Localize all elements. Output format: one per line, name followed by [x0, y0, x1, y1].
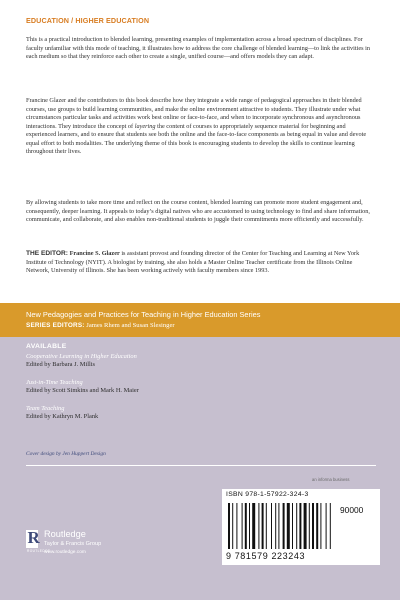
- editor-name: Francine S. Glazer: [69, 250, 120, 257]
- informa-tagline: an informa business: [312, 477, 350, 482]
- barcode-bar: [278, 503, 279, 549]
- barcode-bar: [326, 503, 327, 549]
- book-title: Team Teaching: [26, 405, 65, 412]
- editor-bio: [26, 250, 376, 276]
- series-title: New Pedagogies and Practices for Teaching in Higher Education Series: [26, 310, 261, 319]
- barcode-number: 9 781579 223243: [226, 551, 306, 561]
- publisher-name: Routledge: [44, 529, 86, 539]
- barcode-bar: [252, 503, 255, 549]
- barcode-bar: [316, 503, 318, 549]
- available-book: [26, 405, 98, 422]
- barcode-bar: [228, 503, 230, 549]
- available-heading: AVAILABLE: [26, 343, 67, 350]
- barcode-bar: [296, 503, 297, 549]
- series-banner: [0, 303, 400, 337]
- barcode-bar: [330, 503, 331, 549]
- barcode-bar: [245, 503, 247, 549]
- description-paragraph: This is a practical introduction to blended learning, presenting examples of implementation across a broad spectrum of disciplines. For faculty unfamiliar with this mode of teaching, it illustrates how to address the core challenge of blended learning—to link the activities in each medium so that they reinforce each other to create a single, unified course—and offers models they can adapt.: [26, 36, 371, 60]
- barcode-bar: [275, 503, 276, 549]
- series-editors-label: SERIES EDITORS:: [26, 322, 85, 329]
- barcode-bar: [283, 503, 285, 549]
- barcode-bar: [320, 503, 321, 549]
- series-editors-names: James Rhem and Susan Slesinger: [84, 322, 175, 329]
- barcode-bar: [292, 503, 293, 549]
- barcode-bar: [309, 503, 310, 549]
- description-paragraph: By allowing students to take more time and reflect on the course content, blended learning can promote more student engagement and, consequently, deeper learning. It appeals to today’s digital natives who are accustomed to using technology to find and share information, communicate, and collaborate, and also enables non-traditional students to juggle their commitments more efficiently and successfully.: [26, 199, 370, 223]
- barcode-bar: [242, 503, 243, 549]
- barcode-bar: [287, 503, 290, 549]
- barcode-bar: [262, 503, 264, 549]
- price-code: 90000: [340, 505, 364, 515]
- book-editor: Edited by Kathryn M. Plank: [26, 413, 99, 421]
- publisher-group: Taylor & Francis Group: [44, 541, 102, 547]
- logo-subtext: ROUTLEDGE: [27, 549, 51, 553]
- barcode-bar: [271, 503, 272, 549]
- barcode-bar: [249, 503, 250, 549]
- barcode-bar: [312, 503, 314, 549]
- available-book: [26, 379, 139, 396]
- description-paragraph: Francine Glazer and the contributors to this book describe how they integrate a wide range of pedagogical approaches in their blended courses, use groups to build learning communities, and make the online environment attractive to students. They illustrate under what circumstances particular tasks and activities work best online or face-to-face, and when to incorporate synchronous and asynchronous interactions. They introduce the concept of layering the content of courses to appropriately sequence material for beginning and experienced learners, and to ensure that students see both the online and the face-to-face components as being equal in value and devote equal effort to both modalities. The underlying theme of this book is encouraging students to develop the skills to continue learning throughout their lives.: [26, 97, 367, 155]
- barcode-bar: [304, 503, 307, 549]
- barcode-bar: [266, 503, 267, 549]
- available-book: [26, 353, 137, 370]
- editor-label: THE EDITOR:: [26, 250, 69, 257]
- category-label: EDUCATION / HIGHER EDUCATION: [26, 16, 150, 25]
- barcode-bar: [232, 503, 233, 549]
- book-title: Just-in-Time Teaching: [26, 379, 83, 386]
- series-editors: [26, 322, 175, 329]
- cover-credit: Cover design by Jen Huppert Design: [26, 451, 106, 457]
- isbn-text: ISBN 978-1-57922-324-3: [226, 491, 309, 498]
- divider: [26, 465, 376, 466]
- barcode-bar: [258, 503, 259, 549]
- description-text: Francine Glazer and the contributors to this book describe how they integrate a wide range of pedagogical approaches in their blended courses, use groups to build learning communities, and make the online environment attractive to students. They illustrate under what circumstances particular tasks and activities work best online or face-to-face, and when to incorporate synchronous and asynchronous interactions. They introduce the concept of: [26, 97, 362, 130]
- barcode-bar: [236, 503, 237, 549]
- routledge-r-icon: R: [27, 528, 40, 547]
- book-title: Cooperative Learning in Higher Education: [26, 353, 137, 360]
- barcode-bar: [299, 503, 301, 549]
- book-editor: Edited by Barbara J. Millis: [26, 361, 96, 369]
- publisher-url: www.routledge.com: [44, 550, 86, 555]
- barcode-icon: [226, 503, 376, 549]
- editor-bio-text: is assistant provost and founding director of the Center for Teaching and Learning at New York Institute of Technology (NYIT). A biologist by training, she also holds a Master Online Teacher certificate from the Illinois Online Network, University of Illinois. She has been working actively with faculty members since 1993.: [26, 250, 360, 274]
- book-editor: Edited by Scott Simkins and Mark H. Maier: [26, 387, 139, 395]
